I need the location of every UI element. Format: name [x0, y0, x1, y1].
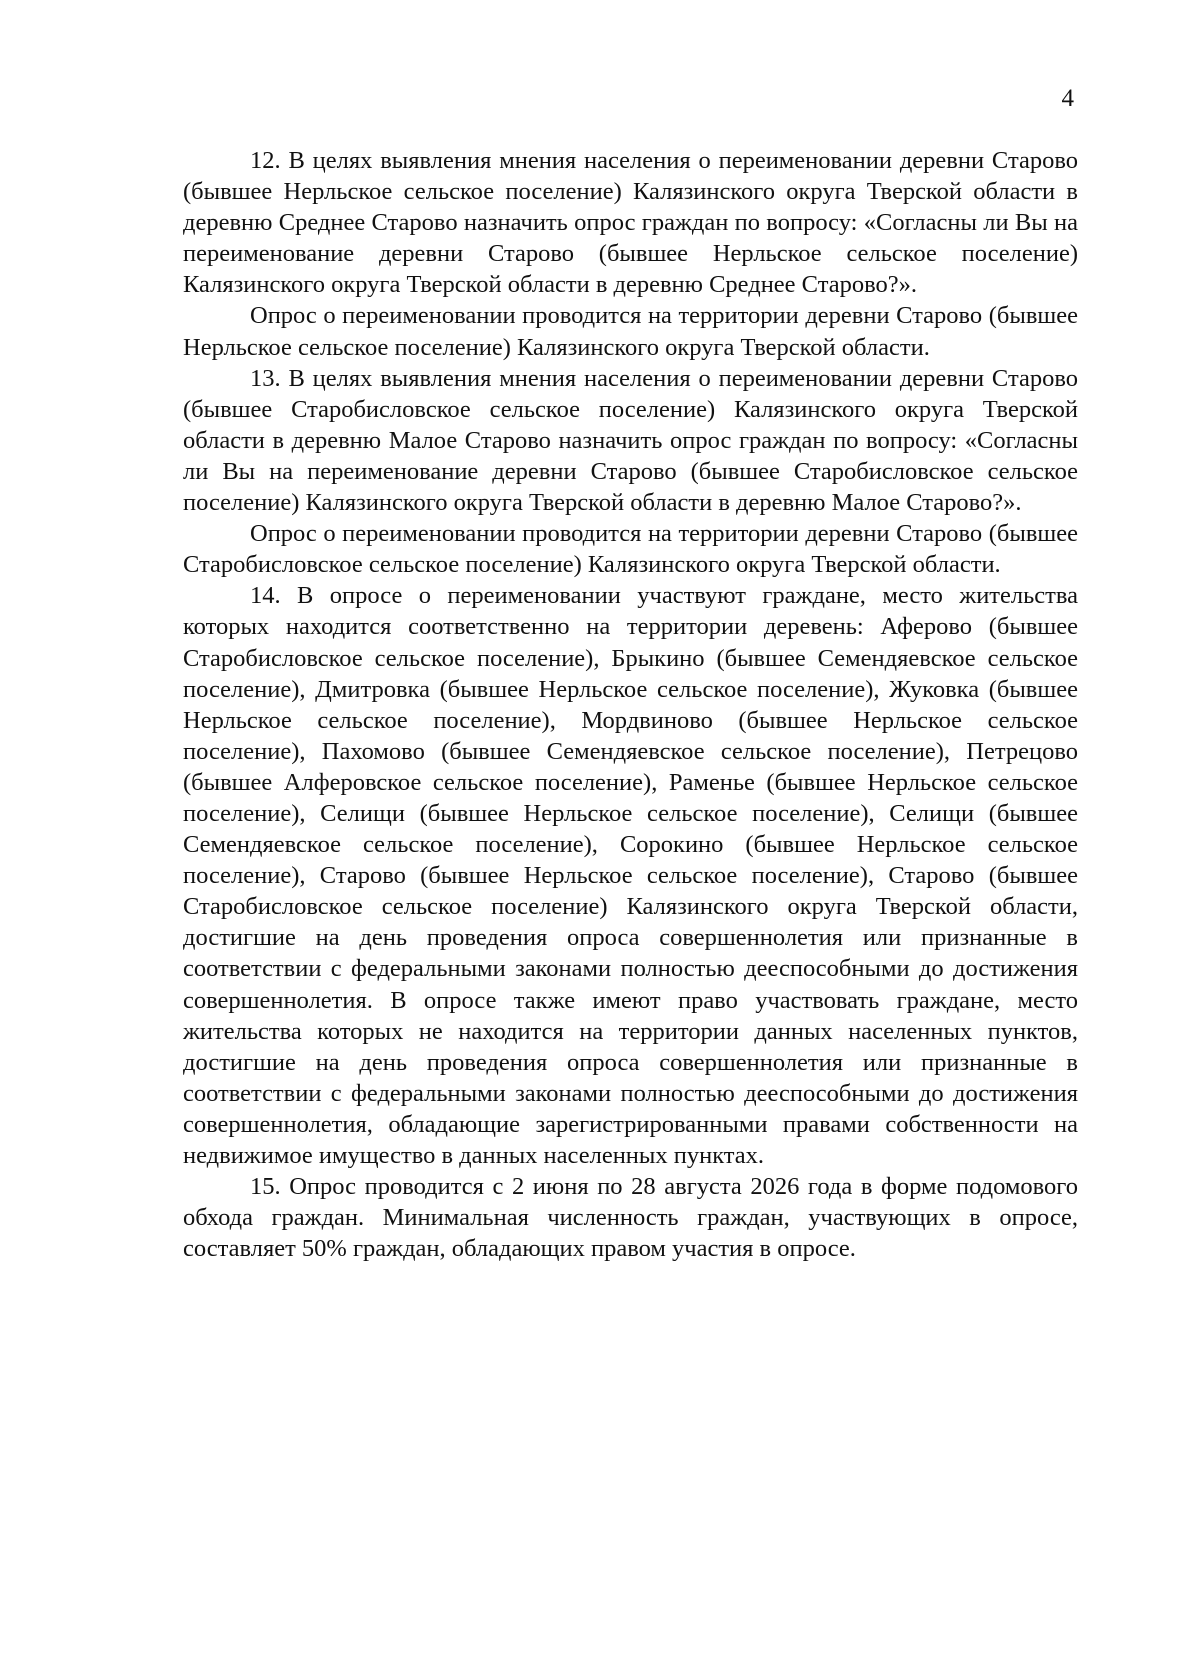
- paragraph-item-13: 13. В целях выявления мнения населения о переименовании деревни Старово (бывшее Старобисловское сельское поселение) Калязинского округа Тверской области в деревню Малое Старово назначить опрос граждан по вопросу: «Согласны ли Вы на переименование деревни Старово (бывшее Старобисловское сельское поселение) Калязинского округа Тверской области в деревню Малое Старово?».: [183, 364, 1078, 517]
- paragraph-survey-territory-middle-starovo: Опрос о переименовании проводится на территории деревни Старово (бывшее Нерльское сельское поселение) Калязинского округа Тверской области.: [183, 302, 1078, 361]
- paragraph-survey-territory-small-starovo: Опрос о переименовании проводится на территории деревни Старово (бывшее Старобисловское сельское поселение) Калязинского округа Тверской области.: [183, 520, 1078, 579]
- paragraph-item-12: 12. В целях выявления мнения населения о переименовании деревни Старово (бывшее Нерльское сельское поселение) Калязинского округа Тверской области в деревню Среднее Старово назначить опрос граждан по вопросу: «Согласны ли Вы на переименование деревни Старово (бывшее Нерльское сельское поселение) Калязинского округа Тверской области в деревню Среднее Старово?».: [183, 147, 1078, 299]
- paragraph-item-15: 15. Опрос проводится с 2 июня по 28 августа 2026 года в форме подомового обхода граждан. Минимальная численность граждан, участвующих в опросе, составляет 50% граждан, обладающих правом участия в опросе.: [183, 1173, 1078, 1263]
- document-body: [183, 145, 1078, 1264]
- paragraph-item-14: 14. В опросе о переименовании участвуют граждане, место жительства которых находится соответственно на территории деревень: Аферово (бывшее Старобисловское сельское поселение), Брыкино (бывшее Семендяевское сельское поселение), Дмитровка (бывшее Нерльское сельское поселение), Жуковка (бывшее Нерльское сельское поселение), Мордвиново (бывшее Нерльское сельское поселение), Пахомово (бывшее Семендяевское сельское поселение), Петрецово (бывшее Алферовское сельское поселение), Раменье (бывшее Нерльское сельское поселение), Селищи (бывшее Нерльское сельское поселение), Селищи (бывшее Семендяевское сельское поселение), Сорокино (бывшее Нерльское сельское поселение), Старово (бывшее Нерльское сельское поселение), Старово (бывшее Старобисловское сельское поселение) Калязинского округа Тверской области, достигшие на день проведения опроса совершеннолетия или признанные в соответствии с федеральными законами полностью дееспособными до достижения совершеннолетия. В опросе также имеют право участвовать граждане, место жительства которых не находится на территории данных населенных пунктов, достигшие на день проведения опроса совершеннолетия или признанные в соответствии с федеральными законами полностью дееспособными до достижения совершеннолетия, обладающие зарегистрированными правами собственности на недвижимое имущество в данных населенных пунктах.: [183, 582, 1078, 1169]
- page-number: 4: [1061, 85, 1074, 112]
